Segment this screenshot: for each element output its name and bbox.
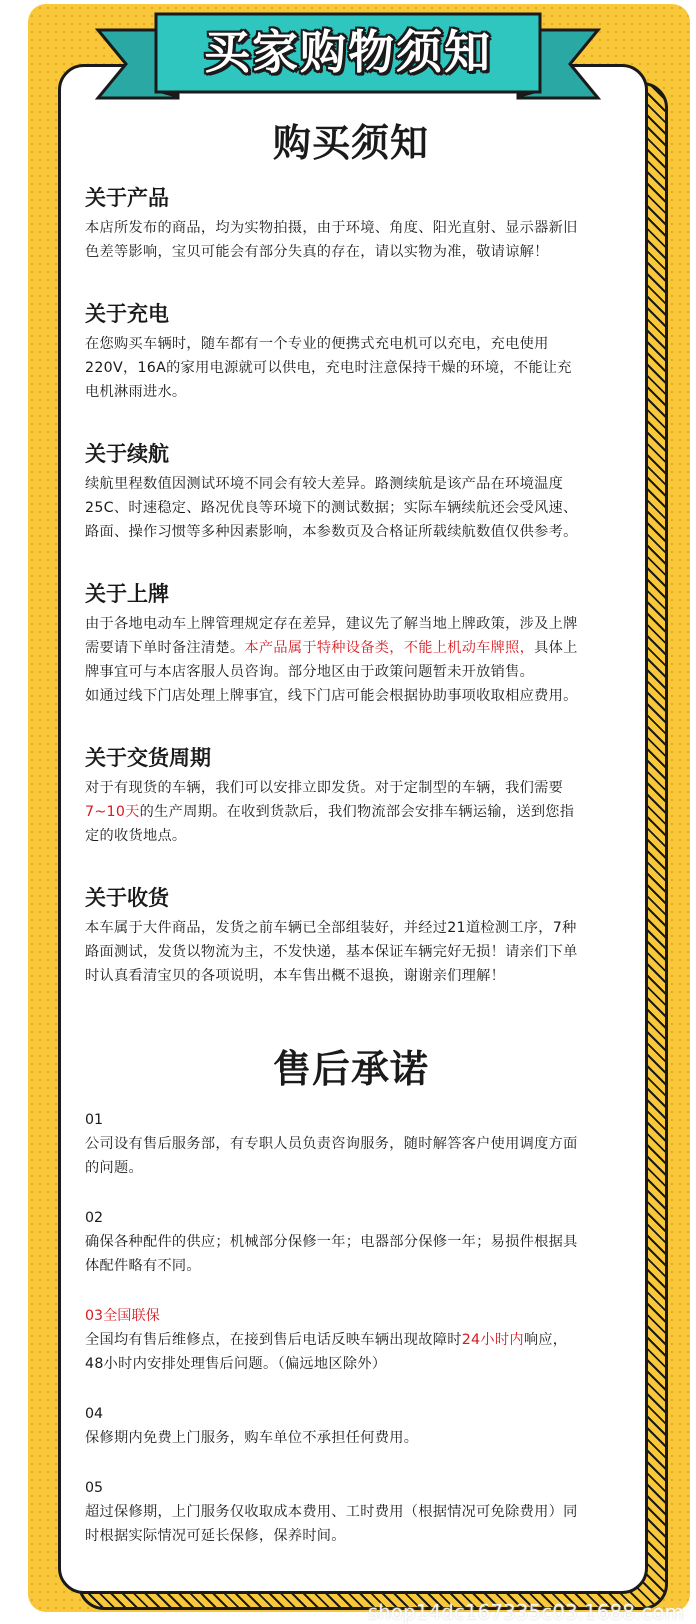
section-delivery <box>85 740 617 848</box>
promise-line: 时根据实际情况可延长保修，保养时间。 <box>85 1528 346 1544</box>
section-title: 关于产品 <box>85 186 169 210</box>
section-line: 在您购买车辆时，随车都有一个专业的便携式充电机可以充电，充电使用 <box>85 336 549 352</box>
promise-item <box>85 1402 617 1450</box>
section-line: 对于有现货的车辆，我们可以安排立即发货。对于定制型的车辆，我们需要 <box>85 780 564 796</box>
promise-item <box>85 1304 617 1376</box>
section-line <box>85 800 617 824</box>
section-line: 由于各地电动车上牌管理规定存在差异，建议先了解当地上牌政策，涉及上牌 <box>85 616 578 632</box>
section-line: 25C、时速稳定、路况优良等环境下的测试数据；实际车辆续航还会受风速、 <box>85 500 578 516</box>
promise-number: 05 <box>85 1480 104 1496</box>
promise-line: 保修期内免费上门服务，购车单位不承担任何费用。 <box>85 1430 419 1446</box>
promise-line <box>85 1328 617 1352</box>
promise-line: 确保各种配件的供应；机械部分保修一年；电器部分保修一年；易损件根据具 <box>85 1234 578 1250</box>
license-warning: 本产品属于特种设备类，不能上机动车牌照， <box>244 640 535 656</box>
text-part: 全国均有售后维修点，在接到售后电话反映车辆出现故障时 <box>85 1332 462 1348</box>
response-time: 24小时内 <box>461 1332 524 1348</box>
section-title: 关于收货 <box>85 886 169 910</box>
section-line: 色差等影响，宝贝可能会有部分失真的存在，请以实物为准，敬请谅解！ <box>85 244 549 260</box>
promise-line: 超过保修期，上门服务仅收取成本费用、工时费用（根据情况可免除费用）同 <box>85 1504 578 1520</box>
promise-line: 的问题。 <box>85 1160 143 1176</box>
promise-number: 01 <box>85 1112 104 1128</box>
promise-item <box>85 1206 617 1278</box>
section-line <box>85 636 617 660</box>
text-part: 需要请下单时备注清楚。 <box>85 640 245 656</box>
section-receiving <box>85 880 617 988</box>
section-title: 关于充电 <box>85 302 169 326</box>
delivery-days: 7~10天 <box>85 804 140 820</box>
section-line: 电机淋雨进水。 <box>85 384 187 400</box>
promise-line: 公司设有售后服务部，有专职人员负责咨询服务，随时解答客户使用调度方面 <box>85 1136 578 1152</box>
section-line: 路面测试，发货以物流为主，不发快递，基本保证车辆完好无损！请亲们下单 <box>85 944 578 960</box>
promise-number-text: 03 <box>85 1308 104 1324</box>
section-line: 牌事宜可与本店客服人员咨询。部分地区由于政策问题暂未开放销售。 <box>85 664 535 680</box>
section-title: 关于上牌 <box>85 582 169 606</box>
section-title: 关于续航 <box>85 442 169 466</box>
section-range <box>85 436 617 544</box>
text-part: 的生产周期。在收到货款后，我们物流部会安排车辆运输，送到您指 <box>139 804 575 820</box>
section-line: 时认真看清宝贝的各项说明，本车售出概不退换，谢谢亲们理解！ <box>85 968 506 984</box>
purchase-heading: 购买须知 <box>272 121 429 165</box>
promise-line: 48小时内安排处理售后问题。（偏远地区除外） <box>85 1356 387 1372</box>
section-product <box>85 180 617 264</box>
section-line: 220V，16A的家用电源就可以供电，充电时注意保持干燥的环境，不能让充 <box>85 360 572 376</box>
section-charging <box>85 296 617 404</box>
section-license <box>85 576 617 708</box>
section-line: 如通过线下门店处理上牌事宜，线下门店可能会根据协助事项收取相应费用。 <box>85 688 578 704</box>
section-title: 关于交货周期 <box>85 746 211 770</box>
promise-line: 体配件略有不同。 <box>85 1258 201 1274</box>
section-line: 本车属于大件商品，发货之前车辆已全部组装好，并经过21道检测工序，7种 <box>85 920 577 936</box>
section-line: 本店所发布的商品，均为实物拍摄，由于环境、角度、阳光直射、显示器新旧 <box>85 220 578 236</box>
banner-title: 买家购物须知 <box>204 25 492 79</box>
section-line: 路面、操作习惯等多种因素影响，本参数页及合格证所载续航数值仅供参考。 <box>85 524 578 540</box>
promise-number: 02 <box>85 1210 104 1226</box>
text-part: 响应， <box>523 1332 568 1348</box>
promise-item <box>85 1476 617 1548</box>
shop-watermark: shop14dc167335c03.1688.com <box>367 1600 684 1624</box>
aftersales-heading: 售后承诺 <box>272 1047 429 1091</box>
section-line: 定的收货地点。 <box>85 828 187 844</box>
title-banner <box>0 0 696 120</box>
text-part: 具体上 <box>534 640 578 656</box>
promise-number <box>85 1304 617 1328</box>
section-line: 续航里程数值因测试环境不同会有较大差异。路测续航是该产品在环境温度 <box>85 476 564 492</box>
promise-number: 04 <box>85 1406 104 1422</box>
nationwide-warranty-label: 全国联保 <box>103 1308 160 1324</box>
promise-item <box>85 1108 617 1180</box>
content-area <box>85 112 617 1548</box>
